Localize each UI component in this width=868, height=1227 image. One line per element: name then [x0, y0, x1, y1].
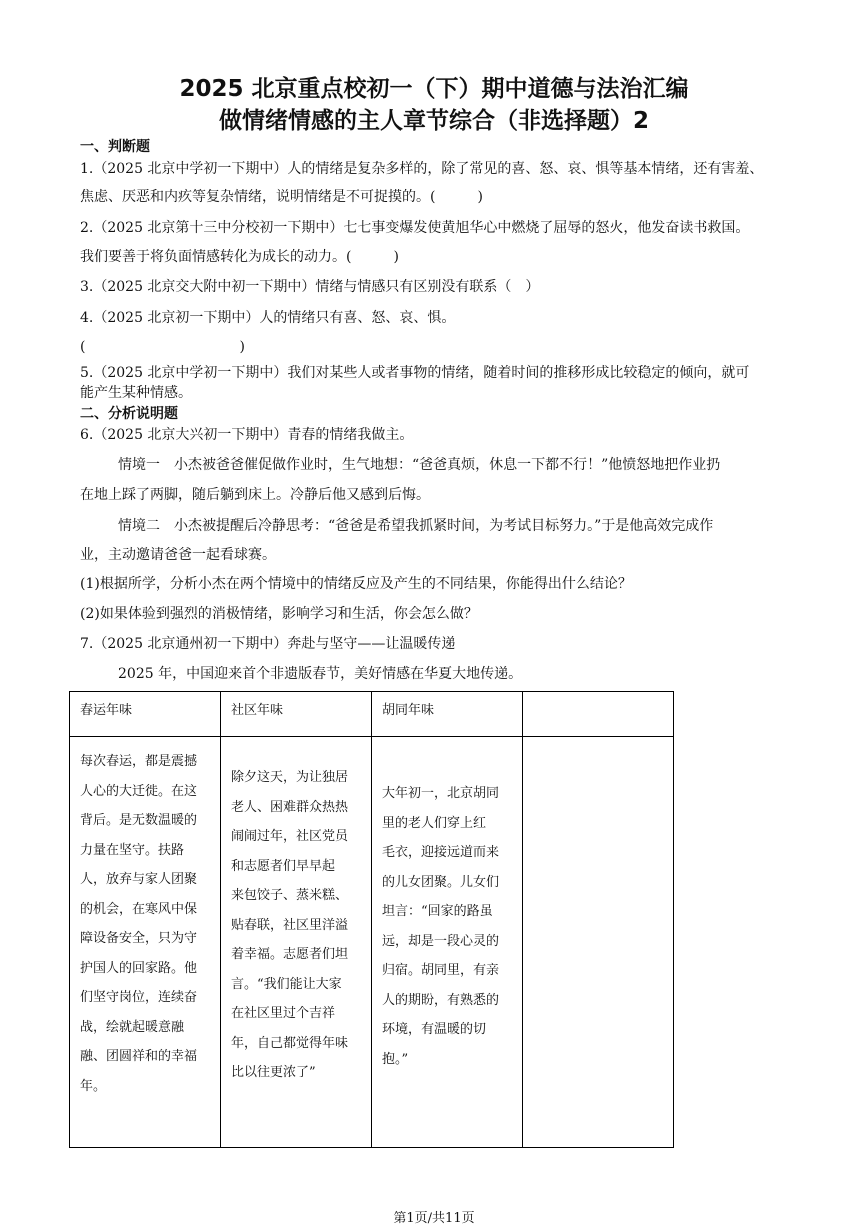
q1-line2: 焦虑、厌恶和内疚等复杂情绪，说明情绪是不可捉摸的。( ): [80, 189, 483, 205]
q5-line1: 5.（2025 北京中学初一下期中）我们对某些人或者事物的情绪，随着时间的推移形成比较稳定的倾向，就可: [80, 365, 750, 381]
cell-line: 在社区里过个吉祥: [231, 1006, 336, 1021]
cell-line: 着幸福。志愿者们坦: [231, 947, 349, 962]
q6-scenario2-line2: 业，主动邀请爸爸一起看球赛。: [80, 547, 276, 563]
cell-line: 归宿。胡同里，有亲: [382, 963, 500, 978]
cell-line: 抱。”: [382, 1051, 409, 1067]
page-footer: 第1页/共11页: [393, 1211, 475, 1226]
section-heading-judgment: 一、判断题: [80, 139, 150, 155]
cell-line: 每次春运，都是震撼: [80, 754, 198, 769]
table-header-cell: 胡同年味: [372, 692, 523, 737]
document-title-line1: 2025 北京重点校初一（下）期中道德与法治汇编: [179, 76, 689, 102]
table-header-cell: [523, 692, 674, 737]
q6-title: 6.（2025 北京大兴初一下期中）青春的情绪我做主。: [80, 427, 414, 443]
q6-sub-question2: (2)如果体验到强烈的消极情绪，影响学习和生活，你会怎么做？: [80, 606, 478, 622]
q1-line1: 1.（2025 北京中学初一下期中）人的情绪是复杂多样的，除了常见的喜、怒、哀、惧等基本情绪，还有害羞、: [80, 161, 764, 177]
cell-line: 护国人的回家路。他: [80, 960, 198, 976]
cell-line: 战，绘就起暖意融: [80, 1019, 185, 1035]
q3-text: 3.（2025 北京交大附中初一下期中）情绪与情感只有区别没有联系（ ）: [80, 279, 540, 295]
q4-answer-blank: ( ): [80, 339, 245, 355]
cell-line: 力量在坚守。扶路: [80, 842, 185, 858]
q2-line1: 2.（2025 北京第十三中分校初一下期中）七七事变爆发使黄旭华心中燃烧了屈辱的怒火，他发奋读书救国。: [80, 220, 750, 236]
cell-line: 障设备安全，只为守: [80, 931, 198, 946]
q6-scenario1-line2: 在地上踩了两脚，随后躺到床上。冷静后他又感到后悔。: [80, 487, 430, 503]
cell-line: 毛衣，迎接远道而来: [382, 845, 500, 860]
cell-line: 除夕这天，为让独居: [231, 770, 349, 785]
cell-line: 来包饺子、蒸米糕、: [231, 888, 349, 903]
cell-line: 比以往更浓了”: [231, 1065, 316, 1080]
festival-table: [69, 691, 674, 1148]
table-header-cell: 社区年味: [221, 692, 372, 737]
cell-line: 贴春联，社区里洋溢: [231, 917, 349, 933]
cell-line: 和志愿者们早早起: [231, 858, 336, 874]
q7-intro: 2025 年，中国迎来首个非遗版春节，美好情感在华夏大地传递。: [118, 666, 523, 682]
cell-line: 的儿女团聚。儿女们: [382, 874, 500, 890]
table-cell-hutong: [372, 737, 523, 1148]
table-cell-spring-travel: [70, 737, 221, 1148]
q4-line1: 4.（2025 北京初一下期中）人的情绪只有喜、怒、哀、惧。: [80, 310, 456, 326]
cell-line: 环境，有温暖的切: [382, 1022, 487, 1037]
q6-sub-question1: (1)根据所学，分析小杰在两个情境中的情绪反应及产生的不同结果，你能得出什么结论？: [80, 576, 632, 592]
cell-line: 年，自己都觉得年味: [231, 1035, 349, 1051]
document-title-line2: 做情绪情感的主人章节综合（非选择题）2: [218, 108, 649, 134]
q5-line2: 能产生某种情感。: [80, 385, 192, 401]
table-body-row: [70, 737, 674, 1148]
cell-line: 闹闹过年，社区党员: [231, 829, 349, 844]
cell-line: 里的老人们穿上红: [382, 815, 487, 831]
q2-line2: 我们要善于将负面情感转化为成长的动力。( ): [80, 249, 399, 265]
cell-line: 背后。是无数温暖的: [80, 813, 198, 828]
cell-line: 远，却是一段心灵的: [382, 933, 500, 949]
cell-line: 年。: [80, 1078, 107, 1094]
cell-line: 人，放弃与家人团聚: [80, 872, 198, 887]
cell-line: 人的期盼，有熟悉的: [382, 992, 500, 1008]
cell-line: 言。“我们能让大家: [231, 976, 342, 992]
cell-line: 们坚守岗位，连续奋: [80, 990, 198, 1005]
cell-line: 融、团圆祥和的幸福: [80, 1049, 198, 1064]
cell-line: 大年初一，北京胡同: [382, 786, 500, 801]
cell-line: 的机会，在寒风中保: [80, 901, 198, 917]
cell-line: 人心的大迁徙。在这: [80, 783, 198, 799]
q7-title: 7.（2025 北京通州初一下期中）奔赴与坚守——让温暖传递: [80, 636, 456, 652]
table-header-cell: 春运年味: [70, 692, 221, 737]
table-cell-community: [221, 737, 372, 1148]
cell-line: 老人、困难群众热热: [231, 799, 349, 815]
table-cell-empty: [523, 737, 674, 1148]
cell-line: 坦言：“回家的路虽: [382, 904, 493, 919]
q6-scenario1-line1: 情境一 小杰被爸爸催促做作业时，生气地想：“爸爸真烦，休息一下都不行！”他愤怒地把作业扔: [118, 457, 721, 473]
q6-scenario2-line1: 情境二 小杰被提醒后冷静思考：“爸爸是希望我抓紧时间，为考试目标努力。”于是他高效完成作: [118, 518, 714, 534]
section-heading-analysis: 二、分析说明题: [80, 406, 178, 422]
table-header-row: [70, 692, 674, 737]
